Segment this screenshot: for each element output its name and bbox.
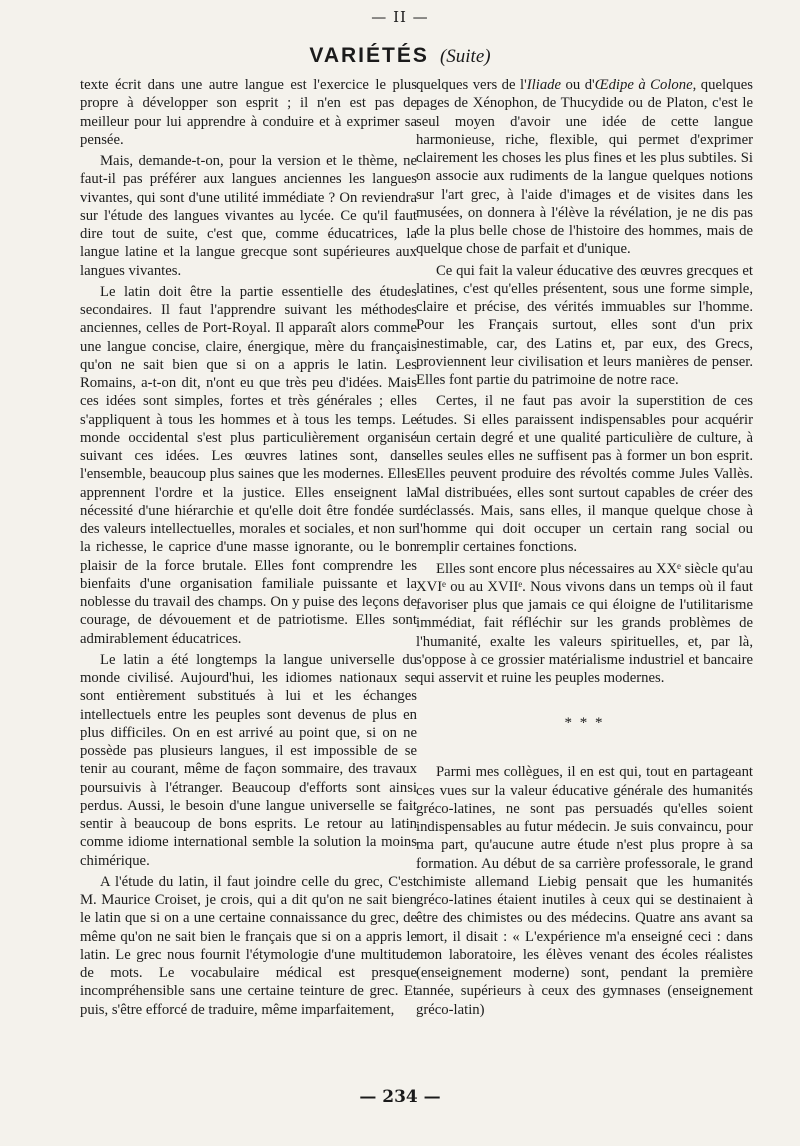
paragraph: Le latin doit être la partie essentielle des études secondaires. Il faut l'apprendre suivant les méthodes anciennes, celles de Port-Royal. Il apparaît alors comme une langue concise, claire, énergique, mère du français qu'on ne sait bien que si on a appris le latin. Les Romains, a-t-on dit, n'ont eu que très peu d'idées. Mais ces idées sont simples, fortes et très générales ; elles s'appliquent à tous les hommes et à tous les temps. Le monde occidental s'est plus particulièrement organisé suivant ces idées. Les œuvres latines sont, dans l'ensemble, beaucoup plus saines que les modernes. Elles apprennent l'ordre et la justice. Elles enseignent la nécessité d'une hiérarchie et qu'elle doit être fondée sur des valeurs intellectuelles, morales et sociales, et non sur la richesse, le caprice d'une masse ignorante, ou le bon plaisir de la force brutale. Elles font comprendre les bienfaits d'une organisation familiale puissante et la noblesse du travail des champs. On y puise des leçons de courage, de dévouement et de patriotisme. Elles sont admirablement éducatrices. <box>80 283 417 647</box>
page-section-marker: — II — <box>371 8 429 26</box>
paragraph: Certes, il ne faut pas avoir la superstition de ces études. Si elles paraissent indispensables pour acquérir un certain degré et une qualité particulière de culture, à elles seules elles ne suffisent pas à former un bon esprit. Elles peuvent produire des révoltés comme Jules Vallès. Mal distribuées, elles sont surtout capables de créer des déclassés. Mais, sans elles, il manque quelque chose à l'homme qui doit occuper un certain rang social ou remplir certaines fonctions. <box>416 393 753 556</box>
book-title-oedipe: Œdipe à Colone <box>594 77 693 93</box>
page-number: — 234 — <box>359 1087 441 1107</box>
right-column <box>416 76 753 1019</box>
text-run: quelques vers de l' <box>416 77 527 93</box>
paragraph: A l'étude du latin, il faut joindre celle du grec, C'est M. Maurice Croiset, je crois, qui a dit qu'on ne sait bien le latin que si on a une certaine connaissance du grec, de même qu'on ne sait bien le français que si on a appris le latin. Le grec nous fournit l'étymologie d'une multitude de mots. Le vocabulaire médical est presque incompréhensible sans une certaine teinture de grec. Et puis, s'être efforcé de traduire, même imparfaitement, <box>80 873 417 1018</box>
section-title: VARIÉTÉS <box>309 44 429 67</box>
left-column <box>80 76 417 1019</box>
text-run: ou d' <box>561 77 595 93</box>
book-title-iliade: Iliade <box>526 77 562 93</box>
paragraph: texte écrit dans une autre langue est l'exercice le plus propre à développer son esprit ; il n'en est pas de meilleur pour lui apprendre à conduire et à exprimer sa pensée. <box>80 77 417 148</box>
paragraph: Mais, demande-t-on, pour la version et le thème, ne faut-il pas préférer aux langues anciennes les langues vivantes, qui sont d'une utilité immédiate ? On reviendra sur l'étude des langues vivantes au lycée. Ce qu'il faut dire tout de suite, c'est que, comme éducatrices, la langue latine et la langue grecque sont supérieures aux langues vivantes. <box>80 153 417 279</box>
section-header <box>0 44 800 68</box>
text-run: , quelques pages de Xénophon, de Thucydide ou de Platon, c'est le seul moyen d'avoir une idée de cette langue harmonieuse, riche, flexible, qui permet d'exprimer clairement les choses les plus fines et les plus subtiles. Si on associe aux rudiments de la langue quelques notions sur l'art grec, à l'aide d'images et de visites dans les musées, on donnera à l'élève la révélation, je ne dis pas de la plus belle chose de l'histoire des hommes, mais de quelque chose de parfait et d'unique. <box>416 77 754 258</box>
paragraph: Le latin a été longtemps la langue universelle du monde civilisé. Aujourd'hui, les idiomes nationaux se sont entièrement substitués à lui et les échanges intellectuels entre les peuples sont devenus de plus en plus difficiles. On en est arrivé au point que, si on ne possède pas plusieurs langues, il est impossible de se tenir au courant, même de façon sommaire, des travaux poursuivis à l'étranger. Beaucoup d'efforts sont ainsi perdus. Aussi, le besoin d'une langue universelle se fait sentir à beaucoup de bons esprits. Le retour au latin comme idiome international semble la solution la moins chimérique. <box>80 651 417 869</box>
paragraph: Parmi mes collègues, il en est qui, tout en partageant ces vues sur la valeur éducative générale des humanités gréco-latines, ne sont pas persuadés qu'elles soient indispensables au futur médecin. Je suis convaincu, pour ma part, qu'aucune autre étude n'est plus propre à sa formation. Au début de sa carrière professorale, le grand chimiste allemand Liebig pensait que les humanités gréco-latines étaient inutiles à ceux qui se destinaient à être des chimistes ou des médecins. Quatre ans avant sa mort, il disait : « L'expérience m'a enseigné ceci : dans mon laboratoire, les élèves venant des écoles réalistes (enseignement moderne) sont, pendant la première année, supérieurs à ceux des gymnases (enseignement gréco-latin) <box>416 764 753 1018</box>
paragraph: Elles sont encore plus nécessaires au XXᵉ siècle qu'au XVIᵉ ou au XVIIᵉ. Nous vivons dans un temps où il faut favoriser plus que jamais ce qui éloigne de l'utilitarisme immédiat, fait réfléchir sur les grands problèmes de l'humanité, exalte les valeurs spirituelles, et, par là, s'oppose à ce grossier matérialisme industriel et bancaire qui asservit et ruine les peuples modernes. <box>416 560 753 686</box>
section-separator: * * * <box>564 715 605 732</box>
section-subtitle: (Suite) <box>439 46 491 67</box>
paragraph: Ce qui fait la valeur éducative des œuvres grecques et latines, c'est qu'elles présentent, sous une forme simple, claire et précise, des vérités immuables sur l'homme. Pour les Français surtout, elles sont d'un prix inestimable, car, des Latins et, par eux, des Grecs, proviennent leur civilisation et leurs manières de penser. Elles font partie du patrimoine de notre race. <box>416 262 753 388</box>
paragraph <box>416 76 753 259</box>
